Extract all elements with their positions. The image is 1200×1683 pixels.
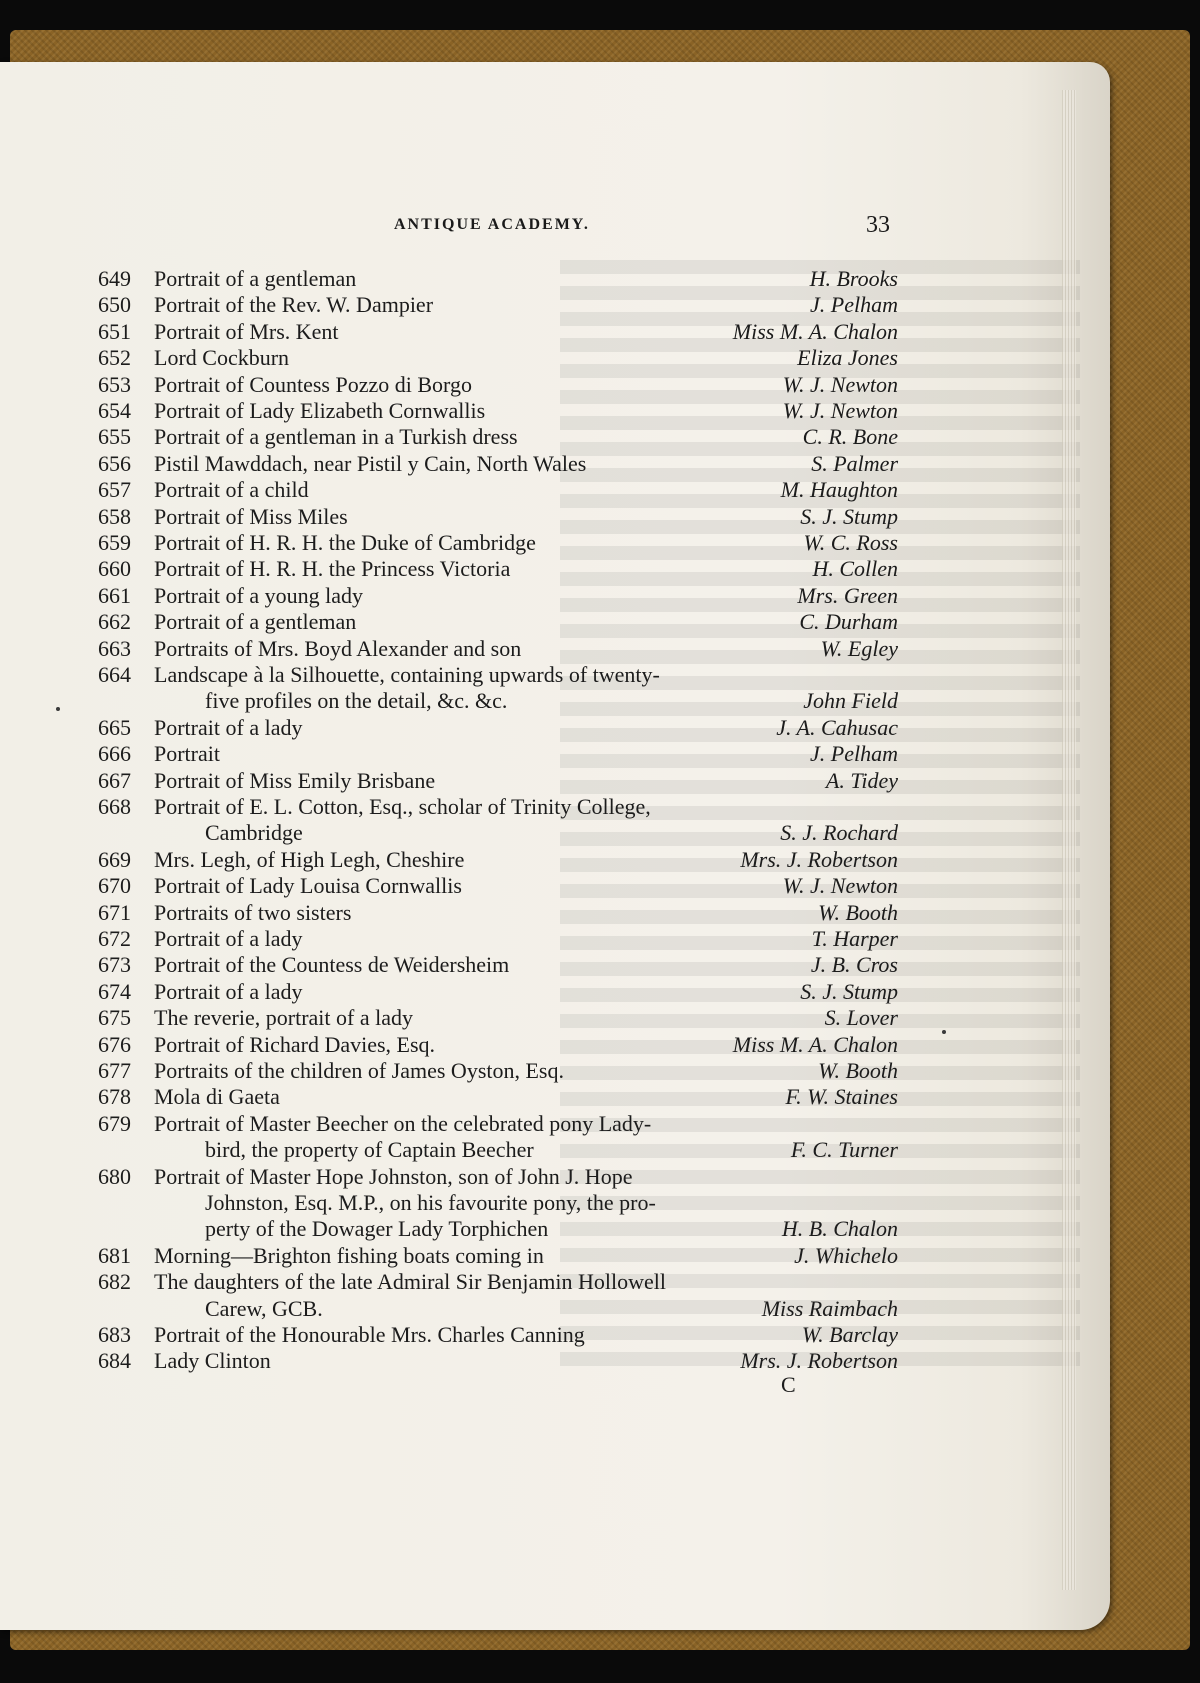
entry-number: 679 (98, 1110, 131, 1136)
entry-title: Portraits of the children of James Oyston, Esq. (154, 1058, 564, 1083)
margin-mark (56, 707, 60, 711)
catalogue-entry (98, 979, 898, 1005)
entry-artist: S. Lover (824, 1005, 898, 1031)
catalogue-entry (98, 741, 898, 767)
entry-number: 676 (98, 1031, 131, 1057)
entry-artist: Mrs. Green (797, 582, 898, 608)
catalogue-entry (98, 451, 898, 477)
catalogue-entry (98, 1269, 898, 1295)
catalogue-entry (98, 292, 898, 318)
entry-number: 667 (98, 767, 131, 793)
entry-number: 650 (98, 292, 131, 318)
entry-title: The reverie, portrait of a lady (154, 1005, 413, 1031)
entry-number: 680 (98, 1163, 131, 1189)
entry-title-continuation: Carew, GCB. (205, 1295, 323, 1321)
entry-number: 674 (98, 978, 131, 1004)
entry-number: 670 (98, 873, 131, 899)
catalogue-entry-continuation (98, 1216, 898, 1242)
entry-artist: J. B. Cros (810, 952, 898, 978)
entry-artist: J. Pelham (810, 292, 898, 318)
entry-number: 664 (98, 662, 131, 687)
entry-number: 682 (98, 1269, 131, 1295)
catalogue-entry (98, 398, 898, 424)
margin-mark (942, 1030, 946, 1034)
catalogue-entry (98, 847, 898, 873)
entry-title: Portrait of Master Beecher on the celebrated pony Lady- (154, 1110, 652, 1136)
catalogue-entry (98, 768, 898, 794)
catalogue-entry (98, 1243, 898, 1269)
entry-title: Morning—Brighton fishing boats coming in (154, 1242, 544, 1268)
entry-artist: Mrs. J. Robertson (740, 1348, 898, 1374)
entry-artist: A. Tidey (825, 767, 898, 793)
entry-title: Portrait of a child (154, 477, 309, 503)
page-number: 33 (866, 212, 890, 238)
entry-title: Portrait of Lady Elizabeth Cornwallis (154, 398, 486, 423)
catalogue-entry-continuation (98, 1137, 898, 1163)
entry-number: 653 (98, 371, 131, 397)
entry-artist: F. W. Staines (785, 1084, 898, 1110)
entry-title: Portrait of Master Hope Johnston, son of John J. Hope (154, 1163, 633, 1189)
entry-number: 665 (98, 714, 131, 740)
catalogue-entry (98, 372, 898, 398)
entry-number: 683 (98, 1322, 131, 1347)
entry-number: 677 (98, 1058, 131, 1083)
entry-artist: W. C. Ross (803, 530, 898, 555)
entry-artist: F. C. Turner (790, 1137, 898, 1163)
entry-number: 675 (98, 1005, 131, 1031)
entry-number: 663 (98, 635, 131, 661)
entry-artist: Mrs. J. Robertson (740, 846, 898, 872)
catalogue-entry (98, 662, 898, 688)
entry-number: 659 (98, 530, 131, 555)
entry-number: 684 (98, 1348, 131, 1374)
catalogue-entry (98, 609, 898, 635)
catalogue-entry (98, 1058, 898, 1084)
entry-title: Portrait of Lady Louisa Cornwallis (154, 873, 462, 899)
entry-artist: Miss M. A. Chalon (732, 1031, 898, 1057)
entry-title: The daughters of the late Admiral Sir Benjamin Hollowell (154, 1269, 666, 1295)
entry-artist: S. J. Rochard (780, 820, 898, 846)
entry-title: Mrs. Legh, of High Legh, Cheshire (154, 846, 465, 872)
entry-artist: W. Booth (818, 899, 898, 925)
catalogue-entry (98, 900, 898, 926)
entry-title: Mola di Gaeta (154, 1084, 280, 1110)
entry-number: 671 (98, 899, 131, 925)
entry-number: 661 (98, 582, 131, 608)
entry-artist: J. Pelham (810, 741, 898, 767)
catalogue-entry-continuation (98, 1296, 898, 1322)
catalogue-entry (98, 530, 898, 556)
entry-artist: S. Palmer (811, 450, 898, 476)
entry-title: Portrait of Countess Pozzo di Borgo (154, 371, 472, 397)
signature-mark: C (781, 1372, 796, 1397)
catalogue-entry (98, 424, 898, 450)
entry-title: Portrait of H. R. H. the Duke of Cambridge (154, 530, 536, 555)
entry-title-continuation: perty of the Dowager Lady Torphichen (205, 1216, 549, 1242)
entry-title: Portrait of a lady (154, 926, 303, 951)
entry-artist: J. A. Cahusac (776, 714, 898, 740)
entry-number: 654 (98, 398, 131, 423)
catalogue-entry (98, 504, 898, 530)
entry-number: 652 (98, 345, 131, 371)
entry-artist: S. J. Stump (800, 503, 898, 529)
entry-artist: C. R. Bone (802, 424, 898, 450)
entry-title: Portrait of the Countess de Weidersheim (154, 952, 510, 978)
catalogue-entry (98, 926, 898, 952)
catalogue-entry-continuation (98, 1190, 898, 1216)
catalogue-entry (98, 583, 898, 609)
entry-number: 649 (98, 266, 131, 291)
catalogue-entry-continuation (98, 820, 898, 846)
entry-title: Portrait of a gentleman (154, 609, 357, 635)
entry-artist: T. Harper (811, 926, 898, 951)
entry-number: 655 (98, 424, 131, 450)
entry-number: 651 (98, 318, 131, 344)
catalogue-entry (98, 345, 898, 371)
entry-artist: John Field (803, 688, 898, 714)
entry-number: 666 (98, 741, 131, 767)
entry-title-continuation: five profiles on the detail, &c. &c. (205, 688, 508, 714)
entry-artist: H. B. Chalon (781, 1216, 898, 1242)
entry-title-continuation: Johnston, Esq. M.P., on his favourite pony, the pro- (205, 1190, 656, 1215)
entry-artist: W. Barclay (801, 1322, 898, 1347)
entry-title: Portrait of a gentleman (154, 266, 357, 291)
entry-artist: C. Durham (799, 609, 898, 635)
entry-title: Pistil Mawddach, near Pistil y Cain, North Wales (154, 450, 587, 476)
catalogue-entry (98, 1005, 898, 1031)
entry-artist: J. Whichelo (794, 1242, 898, 1268)
entry-title: Portrait of H. R. H. the Princess Victoria (154, 556, 511, 582)
entry-number: 656 (98, 450, 131, 476)
entry-number: 657 (98, 477, 131, 503)
catalogue-entry (98, 1348, 898, 1374)
entry-artist: H. Collen (812, 556, 898, 582)
entry-number: 672 (98, 926, 131, 951)
catalogue-entry (98, 873, 898, 899)
entry-title: Lady Clinton (154, 1348, 271, 1374)
entry-artist: Miss M. A. Chalon (732, 318, 898, 344)
entry-artist: S. J. Stump (800, 978, 898, 1004)
entry-artist: W. J. Newton (782, 873, 898, 899)
catalogue-entry (98, 266, 898, 292)
catalogue-entry (98, 1084, 898, 1110)
entry-title: Portraits of two sisters (154, 899, 352, 925)
entry-title: Portrait of Richard Davies, Esq. (154, 1031, 436, 1057)
entry-artist: W. J. Newton (782, 398, 898, 423)
catalogue-entry (98, 1164, 898, 1190)
entry-title: Portraits of Mrs. Boyd Alexander and son (154, 635, 522, 661)
entry-artist: Eliza Jones (797, 345, 898, 371)
catalogue-entry (98, 952, 898, 978)
entry-artist: W. J. Newton (782, 371, 898, 397)
catalogue-entry (98, 319, 898, 345)
catalogue-entry (98, 715, 898, 741)
entry-title: Portrait of E. L. Cotton, Esq., scholar of Trinity College, (154, 794, 651, 819)
entry-number: 658 (98, 503, 131, 529)
entry-number: 681 (98, 1242, 131, 1268)
entry-number: 662 (98, 609, 131, 635)
entry-title-continuation: bird, the property of Captain Beecher (205, 1137, 534, 1163)
entry-title: Portrait of a lady (154, 978, 303, 1004)
entry-title: Landscape à la Silhouette, containing upwards of twenty- (154, 662, 660, 687)
entry-artist: W. Egley (820, 635, 898, 661)
catalogue-entry (98, 636, 898, 662)
entry-artist: M. Haughton (780, 477, 898, 503)
catalogue-entry (98, 1111, 898, 1137)
entry-title-continuation: Cambridge (205, 820, 303, 846)
entry-number: 669 (98, 846, 131, 872)
entry-number: 660 (98, 556, 131, 582)
entry-number: 668 (98, 794, 131, 819)
entry-title: Portrait of Miss Miles (154, 503, 348, 529)
entry-artist: H. Brooks (809, 266, 898, 291)
entry-title: Portrait of the Honourable Mrs. Charles Canning (154, 1322, 585, 1347)
entry-title: Portrait of Miss Emily Brisbane (154, 767, 436, 793)
running-head: ANTIQUE ACADEMY. (394, 216, 590, 233)
entry-title: Portrait of the Rev. W. Dampier (154, 292, 434, 318)
catalogue-entry-continuation (98, 688, 898, 714)
catalogue-entry (98, 1032, 898, 1058)
entry-number: 678 (98, 1084, 131, 1110)
entry-number: 673 (98, 952, 131, 978)
entry-title: Portrait of a young lady (154, 582, 363, 608)
catalogue-entry (98, 794, 898, 820)
entry-artist: Miss Raimbach (761, 1295, 898, 1321)
entry-title: Portrait of Mrs. Kent (154, 318, 339, 344)
catalogue-entry (98, 1322, 898, 1348)
entry-title: Lord Cockburn (154, 345, 290, 371)
entry-title: Portrait (154, 741, 220, 767)
entry-title: Portrait of a gentleman in a Turkish dress (154, 424, 518, 450)
catalogue-entry (98, 477, 898, 503)
catalogue-entry (98, 556, 898, 582)
entry-title: Portrait of a lady (154, 714, 303, 740)
entry-artist: W. Booth (818, 1058, 898, 1083)
